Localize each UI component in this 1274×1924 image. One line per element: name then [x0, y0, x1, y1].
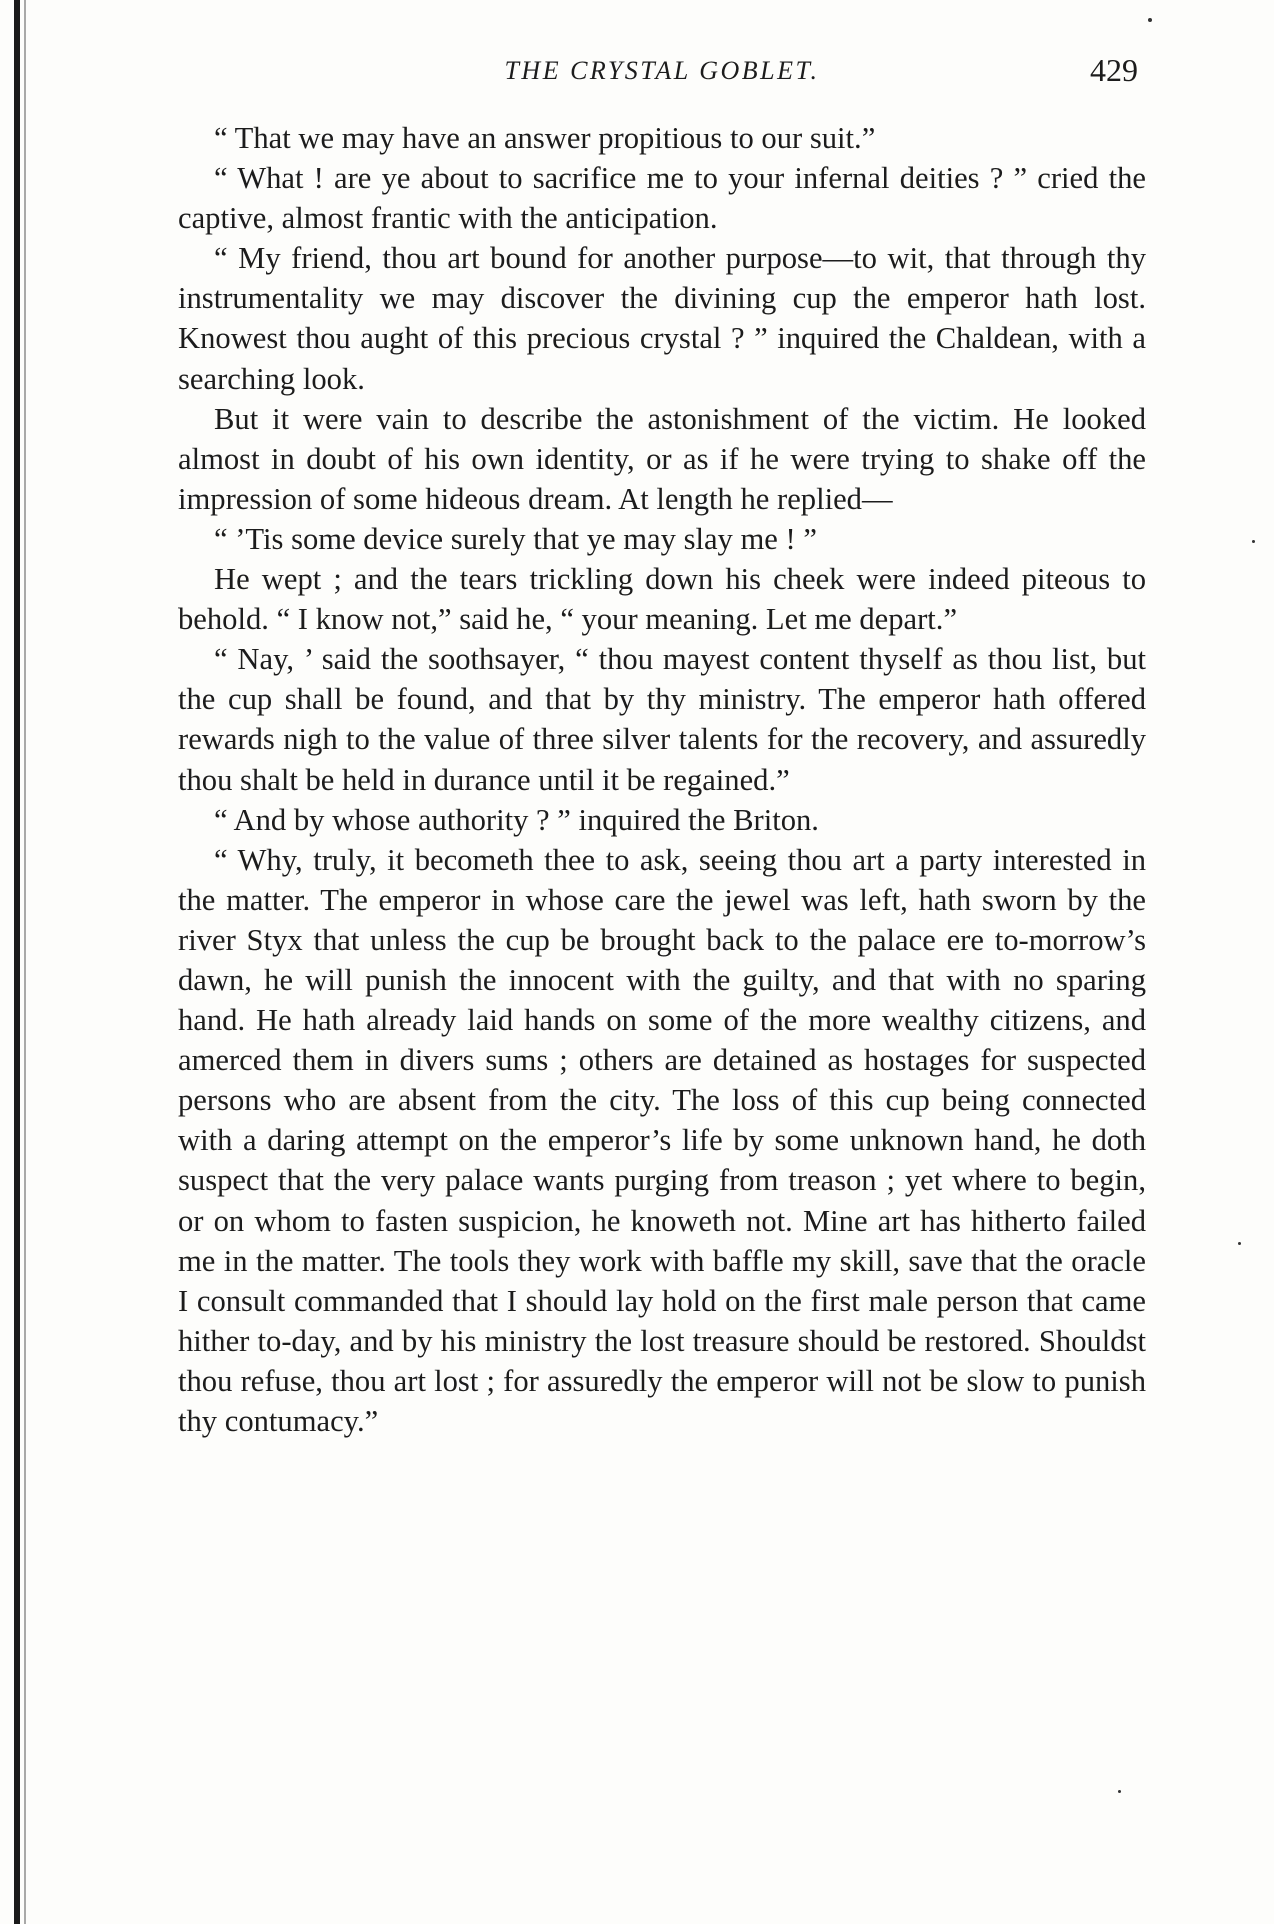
page-number: 429: [1090, 52, 1138, 88]
running-title: THE CRYSTAL GOBLET.: [504, 56, 820, 85]
paper-speck: [1118, 1790, 1121, 1793]
paper-speck: [1238, 1242, 1241, 1245]
paragraph: “ What ! are ye about to sacrifice me to your infernal deities ? ” cried the captive, almost frantic with the anticipation.: [178, 161, 1146, 236]
paper-speck: [1148, 18, 1152, 22]
paragraph: He wept ; and the tears trickling down his cheek were indeed piteous to behold. “ I know not,” said he, “ your meaning. Let me depart.”: [178, 562, 1146, 637]
paragraph: “ That we may have an answer propitious to our suit.”: [214, 121, 876, 155]
paragraph: “ And by whose authority ? ” inquired the Briton.: [214, 802, 819, 837]
paragraph: But it were vain to describe the astonishment of the victim. He looked almost in doubt of his own identity, or as if he were trying to shake off the impression of some hideous dream. At length he replied—: [178, 401, 1146, 516]
paper-speck: [1252, 540, 1255, 543]
body-text: [178, 118, 1146, 1441]
paragraph: “ Nay, ’ said the soothsayer, “ thou mayest content thyself as thou list, but the cup shall be found, and that by thy ministry. The emperor hath offered rewards nigh to the value of three silver talents for the recovery, and assuredly thou shalt be held in durance until it be regained.”: [178, 642, 1146, 797]
binding-edge: [14, 0, 20, 1924]
paragraph: “ ’Tis some device surely that ye may slay me ! ”: [214, 521, 817, 556]
binding-shadow: [24, 0, 26, 1924]
page-header: [178, 52, 1146, 92]
paragraph: “ Why, truly, it becometh thee to ask, seeing thou art a party interested in the matter. The emperor in whose care the jewel was left, hath sworn by the river Styx that unless the cup be brought back to the palace ere to-morrow’s dawn, he will punish the innocent with the guilty, and that with no sparing hand. He hath already laid hands on some of the more wealthy citizens, and amerced them in divers sums ; others are detained as hostages for suspected persons who are absent from the city. The loss of this cup being connected with a daring attempt on the emperor’s life by some unknown hand, he doth suspect that the very palace wants purging from treason ; yet where to begin, or on whom to fasten suspicion, he knoweth not. Mine art has hitherto failed me in the matter. The tools they work with baffle my skill, save that the oracle I consult commanded that I should lay hold on the first male person that came hither to-day, and by his ministry the lost treasure should be restored. Shouldst thou refuse, thou art lost ; for assuredly the emperor will not be slow to punish thy contumacy.”: [178, 842, 1146, 1438]
paragraph: “ My friend, thou art bound for another purpose—to wit, that through thy instrumentality we may discover the divining cup the emperor hath lost. Knowest thou aught of this precious crystal ? ” inquired the Chaldean, with a searching look.: [178, 241, 1146, 396]
